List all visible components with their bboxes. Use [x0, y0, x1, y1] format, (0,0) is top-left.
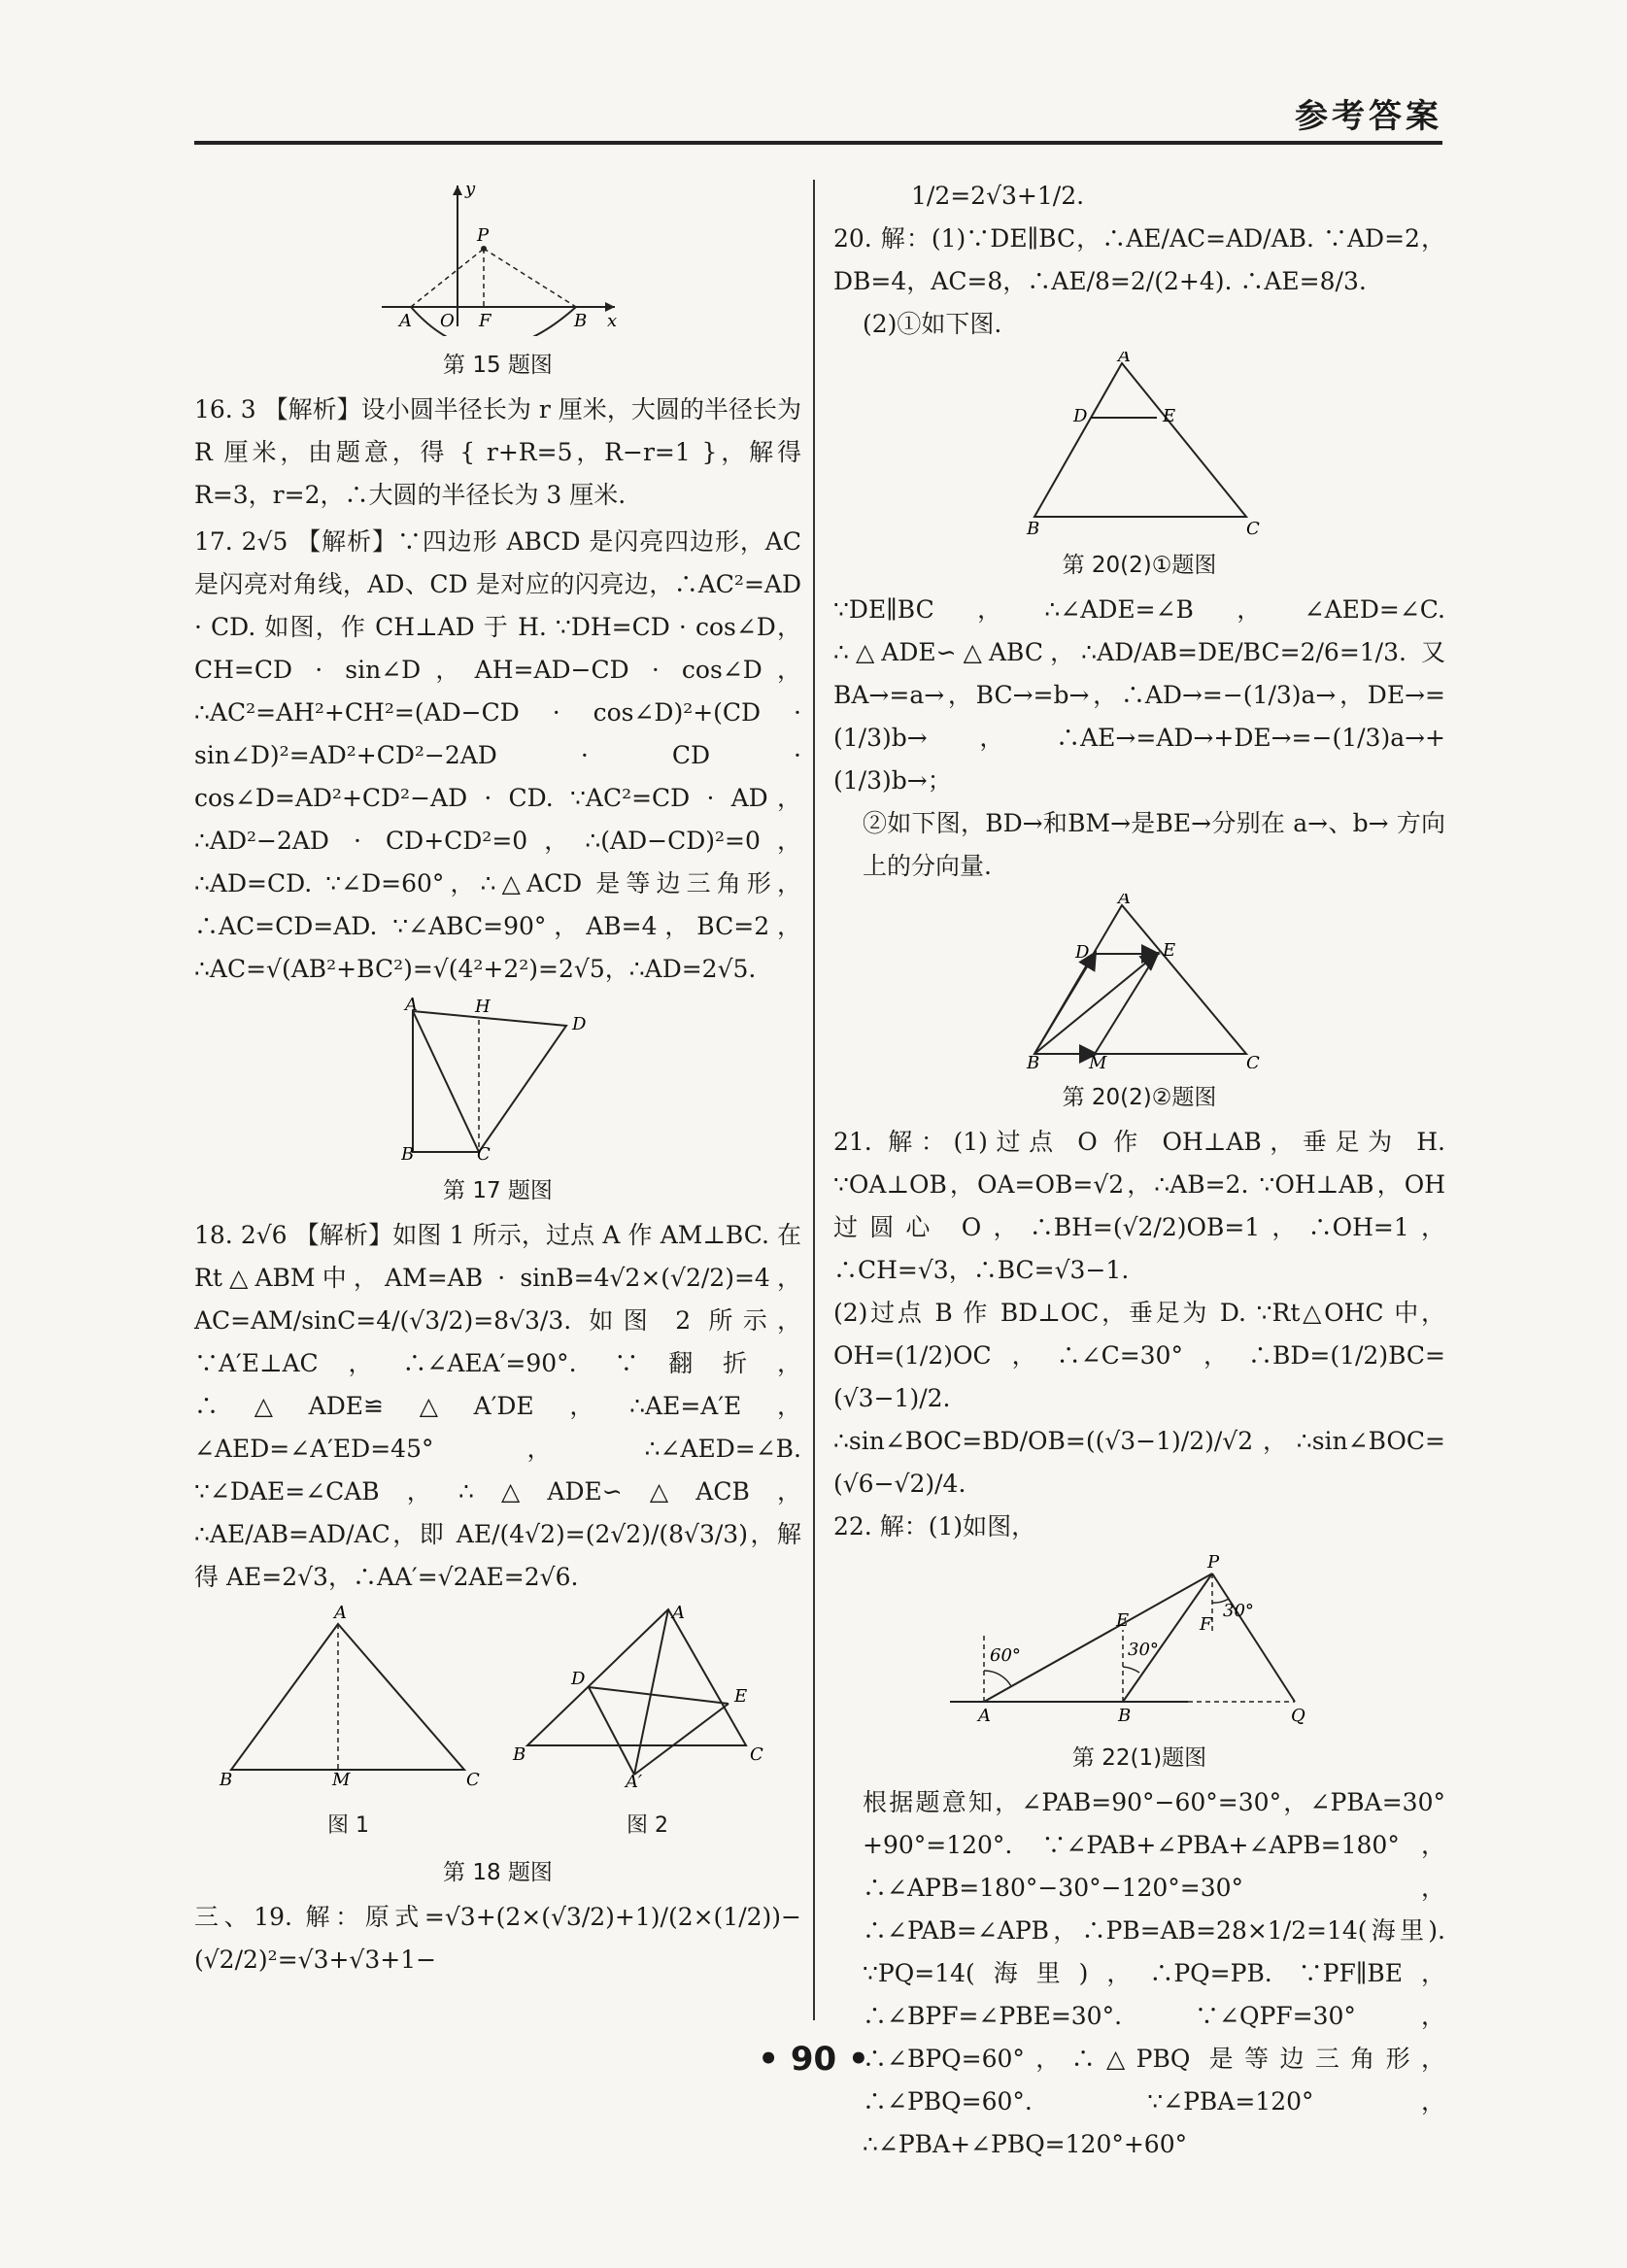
q21-conclusion: ∴sin∠BOC=BD/OB=((√3−1)/2)/√2，∴sin∠BOC=(√6−√2)/4.	[833, 1427, 1445, 1498]
figure-18	[202, 1605, 795, 1803]
fig15-label-B: B	[573, 311, 587, 331]
figure-18-caption: 第 18 题图	[443, 1860, 553, 1885]
fig20a-label-E: E	[1163, 406, 1176, 426]
fig17-label-H: H	[474, 997, 491, 1017]
figure-18-svg	[202, 1605, 795, 1789]
figure-20b	[1013, 894, 1266, 1082]
fig20a-label-C: C	[1246, 519, 1260, 536]
figure-15	[372, 181, 625, 350]
fig18-1-label-B: B	[219, 1770, 232, 1789]
figure-20b-svg	[1013, 894, 1266, 1068]
header-rule	[194, 141, 1442, 145]
right-column	[833, 175, 1445, 2166]
figure-17-caption: 第 17 题图	[443, 1178, 553, 1203]
header-title: 参考答案	[1295, 97, 1442, 136]
fig18-1-label-M: M	[331, 1770, 350, 1789]
q18-text: 18. 2√6 【解析】如图 1 所示，过点 A 作 AM⊥BC. 在 Rt△ABM中，AM=AB · sinB=4√2×(√2/2)=4，AC=AM/sinC=4/(√3/2)=8√3/3. 如图 2 所示，∵A′E⊥AC，∴∠AEA′=90°. ∵翻折，∴△ADE≌△A′DE，∴AE=A′E，∠AED=∠A′ED=45°，∴∠AED=∠B. ∵∠DAE=∠CAB，∴△ADE∽△ACB，∴AE/AB=AD/AC，即 AE/(4√2)=(2√2)/(8√3/3)，解得 AE=2√3，∴AA′=√2AE=2√6.	[194, 1221, 801, 1591]
left-column	[194, 175, 801, 1981]
figure-22	[945, 1554, 1334, 1743]
fig18-2-label-A: A	[671, 1605, 685, 1623]
figure-18-sub1: 图 1	[327, 1813, 370, 1838]
fig17-label-C: C	[476, 1144, 491, 1162]
fig18-2-label-A-prime: A′	[625, 1772, 642, 1789]
q21-part1: 21. 解：(1)过点 O 作 OH⊥AB，垂足为 H. ∵OA⊥OB，OA=OB=√2，∴AB=2. ∵OH⊥AB，OH 过圆心 O，∴BH=(√2/2)OB=1，∴OH=1，∴CH=√3，∴BC=√3−1.	[833, 1128, 1445, 1284]
fig22-label-angle-60: 60°	[990, 1645, 1021, 1666]
fig15-label-A: A	[398, 311, 412, 331]
fig20a-label-B: B	[1027, 519, 1040, 536]
fig18-1-label-A: A	[333, 1605, 347, 1623]
figure-20b-caption: 第 20(2)②题图	[1062, 1085, 1217, 1110]
fig20b-label-A: A	[1118, 894, 1131, 908]
fig20b-label-E: E	[1163, 940, 1176, 961]
figure-20a-caption: 第 20(2)①题图	[1062, 553, 1217, 578]
figure-22-svg	[945, 1554, 1334, 1729]
fig15-label-F: F	[478, 311, 491, 331]
fig15-label-P: P	[476, 225, 489, 246]
fig17-label-D: D	[571, 1014, 586, 1034]
q21-part2: (2)过点 B 作 BD⊥OC，垂足为 D. ∵Rt△OHC 中，OH=(1/2)OC，∴∠C=30°，∴BD=(1/2)BC=(√3−1)/2.	[833, 1299, 1445, 1412]
q20-part2-solution: ∵DE∥BC，∴∠ADE=∠B，∠AED=∠C. ∴△ADE∽△ABC，∴AD/AB=DE/BC=2/6=1/3. 又 BA→=a→，BC→=b→，∴AD→=−(1/3)a→，DE→=(1/3)b→，∴AE→=AD→+DE→=−(1/3)a→+(1/3)b→；	[833, 595, 1445, 795]
fig18-2-label-B: B	[512, 1744, 525, 1765]
fig17-label-A: A	[404, 997, 418, 1015]
page-number: • 90 •	[758, 2040, 869, 2079]
q20-part2-ii: ②如下图，BD→和BM→是BE→分别在 a→、b→ 方向上的分向量.	[863, 809, 1445, 880]
figure-22-caption: 第 22(1)题图	[1071, 1745, 1207, 1771]
fig22-label-E: E	[1116, 1610, 1130, 1631]
q17-text: 17. 2√5 【解析】∵四边形 ABCD 是闪亮四边形，AC 是闪亮对角线，AD、CD 是对应的闪亮边，∴AC²=AD · CD. 如图，作 CH⊥AD 于 H. ∵DH=CD · cos∠D，CH=CD · sin∠D，AH=AD−CD · cos∠D，∴AC²=AH²+CH²=(AD−CD · cos∠D)²+(CD · sin∠D)²=AD²+CD²−2AD · CD · cos∠D=AD²+CD²−AD · CD. ∵AC²=CD · AD，∴AD²−2AD · CD+CD²=0，∴(AD−CD)²=0，∴AD=CD. ∵∠D=60°，∴△ACD 是等边三角形，∴AC=CD=AD. ∵∠ABC=90°，AB=4，BC=2，∴AC=√(AB²+BC²)=√(4²+2²)=2√5，∴AD=2√5.	[194, 527, 801, 983]
q22-intro: 22. 解：(1)如图，	[833, 1512, 1036, 1540]
column-divider	[813, 180, 815, 2020]
figure-20a-svg	[1013, 352, 1266, 536]
fig18-2-label-E: E	[733, 1686, 747, 1707]
fig22-label-B: B	[1118, 1706, 1132, 1726]
fig22-label-A: A	[978, 1706, 991, 1726]
fig18-2-label-D: D	[570, 1669, 585, 1689]
figure-20a	[1013, 352, 1266, 550]
fig22-label-angle-30-mid: 30°	[1128, 1640, 1159, 1660]
fig20a-label-A: A	[1118, 352, 1131, 366]
fig20b-label-D: D	[1075, 942, 1090, 963]
q19-continuation: 1/2=2√3+1/2.	[911, 182, 1085, 210]
figure-17-svg	[401, 997, 595, 1162]
figure-15-svg	[372, 181, 625, 336]
fig17-label-B: B	[400, 1144, 414, 1162]
fig20b-label-M: M	[1089, 1053, 1107, 1068]
q22-solution: 根据题意知，∠PAB=90°−60°=30°，∠PBA=30°+90°=120°. ∵∠PAB+∠PBA+∠APB=180°，∴∠APB=180°−30°−120°=30°，∴∠PAB=∠APB，∴PB=AB=28×1/2=14(海里). ∵PQ=14(海里)，∴PQ=PB. ∵PF∥BE，∴∠BPF=∠PBE=30°. ∵∠QPF=30°，∴∠BPQ=60°，∴△PBQ 是等边三角形，∴∠PBQ=60°. ∵∠PBA=120°，∴∠PBA+∠PBQ=120°+60°	[863, 1788, 1445, 2158]
q20-part2-intro: (2)①如下图.	[863, 310, 1002, 338]
figure-18-sub2: 图 2	[626, 1813, 668, 1838]
figure-17	[401, 997, 595, 1175]
fig22-label-angle-30-top: 30°	[1223, 1601, 1254, 1621]
fig22-label-P: P	[1207, 1554, 1220, 1573]
fig15-label-y: y	[464, 181, 475, 199]
fig20a-label-D: D	[1073, 406, 1088, 426]
q16-text: 16. 3 【解析】设小圆半径长为 r 厘米，大圆的半径长为 R 厘米，由题意，得 { r+R=5，R−r=1 }，解得 R=3，r=2，∴大圆的半径长为 3 厘米.	[194, 395, 801, 509]
q19-text: 三、19. 解：原式=√3+(2×(√3/2)+1)/(2×(1/2))−(√2/2)²=√3+√3+1−	[194, 1903, 801, 1974]
fig22-label-Q: Q	[1291, 1706, 1305, 1726]
fig20b-label-C: C	[1246, 1053, 1260, 1068]
fig15-label-O: O	[439, 311, 455, 331]
q20-part1: 20. 解：(1)∵DE∥BC，∴AE/AC=AD/AB. ∵AD=2，DB=4，AC=8，∴AE/8=2/(2+4). ∴AE=8/3.	[833, 224, 1445, 295]
fig18-2-label-C: C	[749, 1744, 763, 1765]
figure-15-caption: 第 15 题图	[443, 353, 553, 378]
fig20b-label-B: B	[1027, 1053, 1040, 1068]
fig15-label-x: x	[606, 311, 617, 331]
fig22-label-F: F	[1200, 1614, 1212, 1635]
fig18-1-label-C: C	[465, 1770, 480, 1789]
